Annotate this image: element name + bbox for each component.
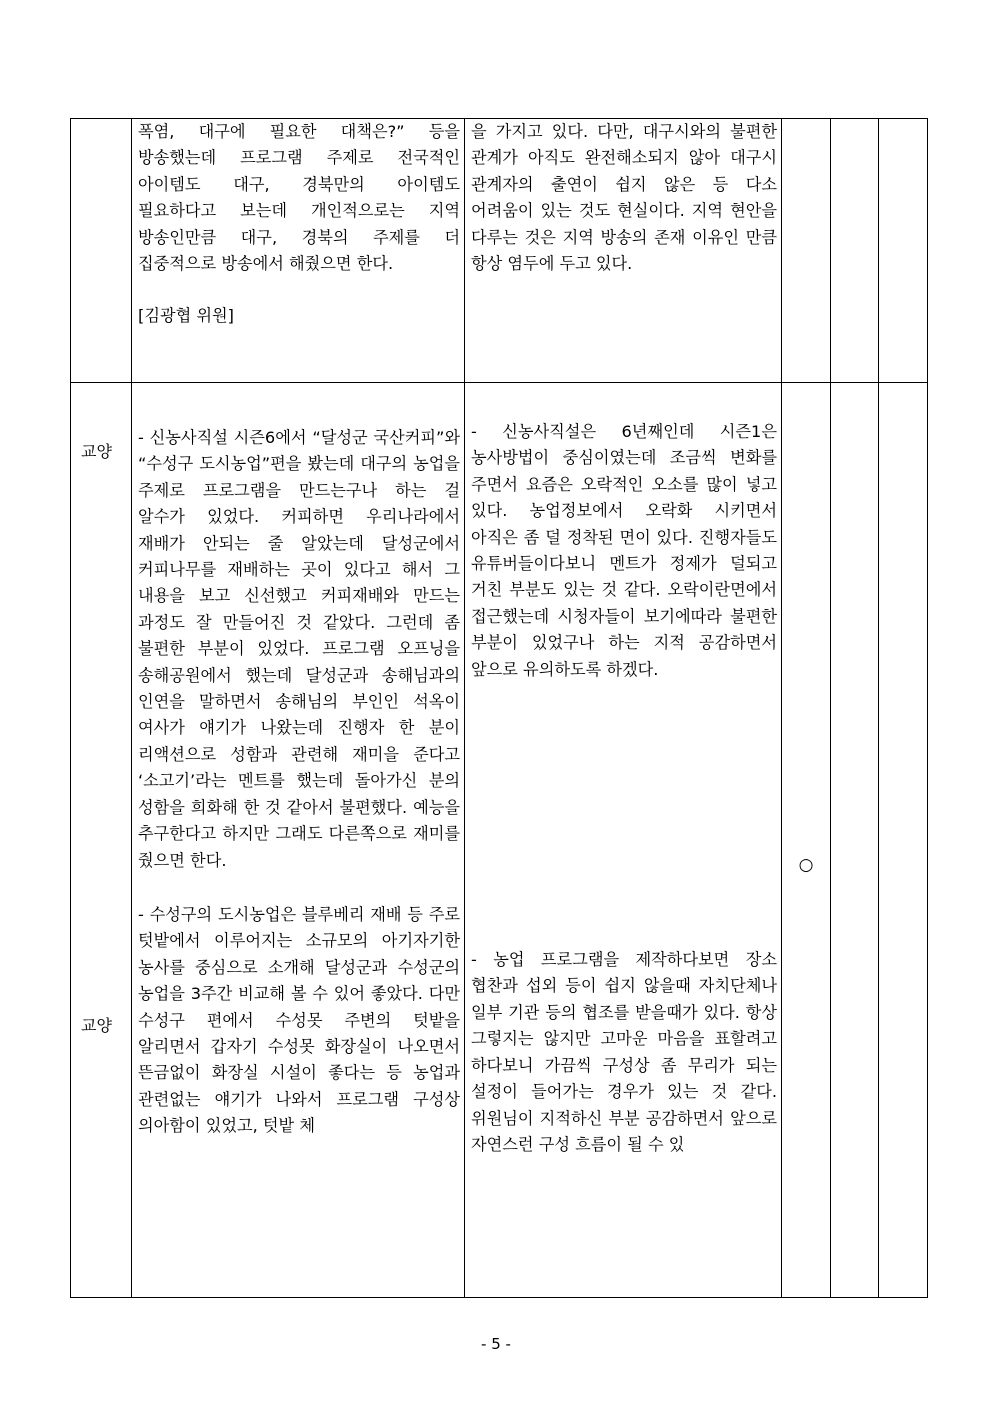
- category-label: 교양: [81, 442, 112, 461]
- response-text-2: - 농업 프로그램을 제작하다보면 장소 협찬과 섭외 등이 쉽지 않을때 자치단체나 일부 기관 등의 협조를 받을때가 있다. 항상 그렇지는 않지만 고마운 마음을 표할려고 하다보니 가끔씩 구성상 좀 무리가 되는 설정이 들어가는 경우가 있는 것 같다. 위원님이 지적하신 부분 공감하면서 앞으로 자연스런 구성 흐름이 될 수 있: [471, 950, 777, 1154]
- response-text: - 신농사직설은 6년째인데 시즌1은 농사방법이 중심이였는데 조금씩 변화를 주면서 요즘은 오락적인 오소를 많이 넣고 있다. 농업정보에서 오락화 시키면서 아직은 좀 덜 정착된 면이 있다. 진행자들도 유튜버들이다보니 멘트가 정제가 덜되고 거친 부분도 있는 것 같다. 오락이란면에서 접근했는데 시청자들이 보기에따라 불편한 부분이 있었구나 하는 지적 공감하면서 앞으로 유의하도록 하겠다.: [471, 422, 777, 679]
- opinion-cell: [132, 119, 465, 383]
- category-cell: [71, 383, 132, 1298]
- check-cell-1: [782, 119, 831, 383]
- table-row: [71, 383, 928, 1298]
- check-cell-3: [879, 383, 928, 1298]
- response-cell: [465, 119, 782, 383]
- opinion-text: - 신농사직설 시즌6에서 “달성군 국산커피”와 “수성구 도시농업”편을 봤는데 대구의 농업을 주제로 프로그램을 만드는구나 하는 걸 알수가 있었다. 커피하면 우리나라에서 재배가 안되는 줄 알았는데 달성군에서 커피나무를 재배하는 곳이 있다고 해서 그 내용을 보고 신선했고 커피재배와 만드는 과정도 잘 만들어진 것 같았다. 그런데 좀 불편한 부분이 있었다. 프로그램 오프닝을 송해공원에서 했는데 달성군과 송해님과의 인연을 말하면서 송해님의 부인인 석옥이 여사가 얘기가 나왔는데 진행자 한 분이 리액션으로 성함과 관련해 재미을 준다고 ‘소고기’라는 멘트를 했는데 돌아가신 분의 성함을 희화해 한 것 같아서 불편했다. 예능을 추구한다고 하지만 그래도 다른쪽으로 재미를 줬으면 한다.: [138, 428, 460, 870]
- check-cell-3: [879, 119, 928, 383]
- response-text: 을 가지고 있다. 다만, 대구시와의 불편한 관계가 아직도 완전해소되지 않아 대구시 관계자의 출연이 쉽지 않은 등 다소 어려움이 있는 것도 현실이다. 지역 현안을 다루는 것은 지역 방송의 존재 이유인 만큼 항상 염두에 두고 있다.: [471, 122, 777, 274]
- circle-mark: ○: [798, 855, 814, 875]
- category-cell: [71, 119, 132, 383]
- page-number: - 5 -: [481, 1335, 511, 1353]
- member-name: [김광협 위원]: [138, 306, 234, 326]
- check-cell-1: [782, 383, 831, 1298]
- opinion-text-2: - 수성구의 도시농업은 블루베리 재배 등 주로 텃밭에서 이루어지는 소규모의 아기자기한 농사를 중심으로 소개해 달성군과 수성군의 농업을 3주간 비교해 볼 수 있어 좋았다. 다만 수성구 편에서 수성못 주변의 텃밭을 알리면서 갑자기 수성못 화장실이 나오면서 뜬금없이 화장실 시설이 좋다는 등 농업과 관련없는 얘기가 나와서 프로그램 구성상 의아함이 있었고, 텃밭 체: [138, 904, 460, 1136]
- table-row: [71, 119, 928, 383]
- category-label-2: 교양: [81, 1016, 112, 1035]
- opinion-cell: [132, 383, 465, 1298]
- check-cell-2: [831, 119, 879, 383]
- opinion-text: 폭염, 대구에 필요한 대책은?” 등을 방송했는데 프로그램 주제로 전국적인 아이템도 대구, 경북만의 아이템도 필요하다고 보는데 개인적으로는 지역 방송인만큼 대구, 경북의 주제를 더 집중적으로 방송에서 해줬으면 한다.: [138, 122, 460, 274]
- check-cell-2: [831, 383, 879, 1298]
- response-cell: [465, 383, 782, 1298]
- minutes-table: [70, 118, 928, 1298]
